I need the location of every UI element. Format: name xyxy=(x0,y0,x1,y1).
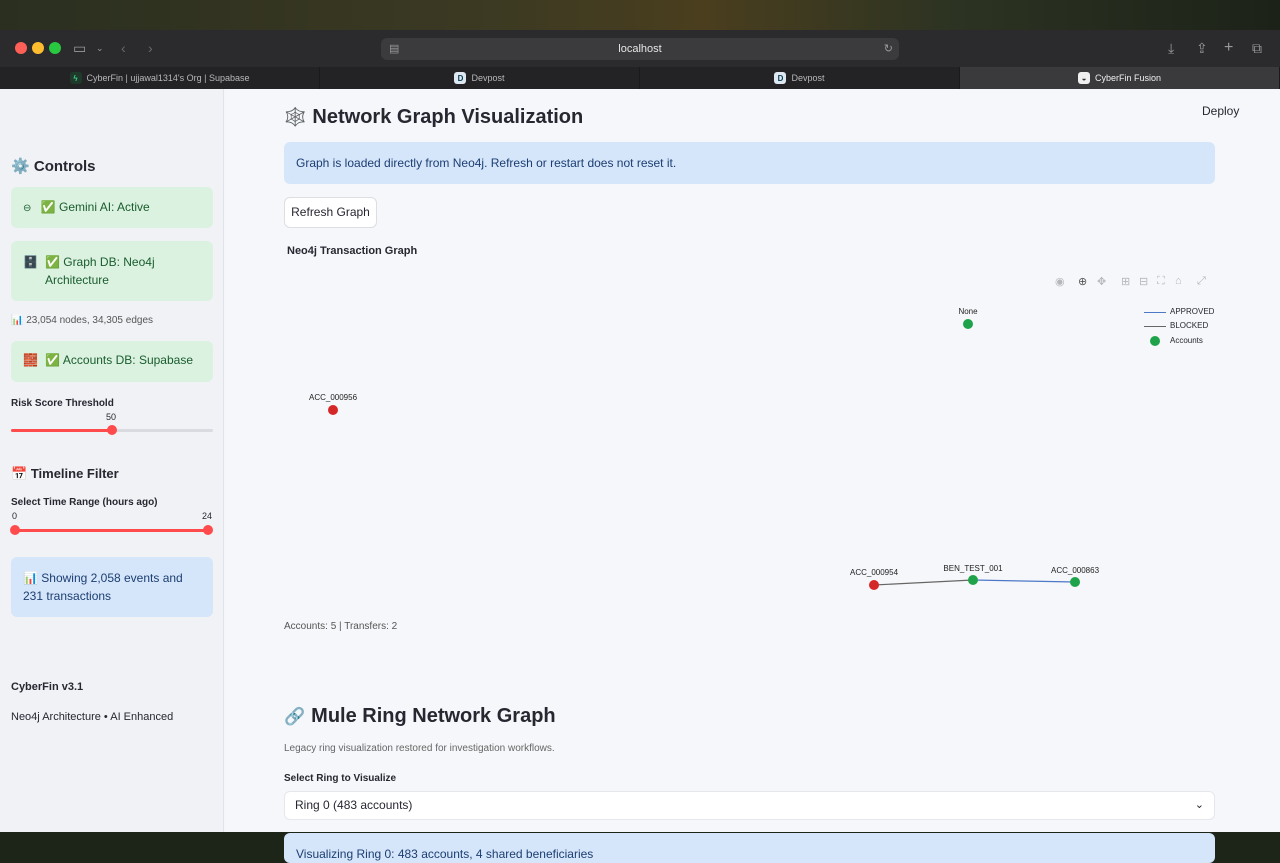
visualizing-alert xyxy=(284,833,1215,863)
tab-label: Devpost xyxy=(471,73,505,83)
mule-ring-title-text: Mule Ring Network Graph xyxy=(311,705,556,727)
node-label: BEN_TEST_001 xyxy=(943,564,1003,573)
refresh-graph-button[interactable]: Refresh Graph xyxy=(284,197,377,228)
address-bar[interactable] xyxy=(381,38,899,60)
info-alert-text: Graph is loaded directly from Neo4j. Refresh or restart does not reset it. xyxy=(296,156,677,170)
mule-ring-caption: Legacy ring visualization restored for investigation workflows. xyxy=(284,743,555,754)
desktop-wallpaper xyxy=(0,0,1280,30)
timeline-title: Timeline Filter xyxy=(30,466,119,481)
ring-select-label: Select Ring to Visualize xyxy=(284,773,397,784)
network-title: Network Graph Visualization xyxy=(312,106,584,128)
browser-window xyxy=(0,30,1280,861)
bar-chart-icon: 📊 xyxy=(11,315,24,326)
legend-approved[interactable]: APPROVED xyxy=(1170,307,1215,316)
tab-supabase[interactable] xyxy=(0,67,320,89)
time-max-value: 24 xyxy=(202,511,213,521)
slider-handle[interactable] xyxy=(107,425,117,435)
node-acc-000863[interactable] xyxy=(1070,577,1080,587)
file-cabinet-icon: 🗄️ xyxy=(23,255,38,269)
tab-overview-icon[interactable]: ⧉ xyxy=(1252,40,1262,56)
tab-label: CyberFin | ujjawal1314's Org | Supabase xyxy=(86,73,250,83)
timeline-heading xyxy=(11,466,119,482)
graph-db-status-text: ✅ Graph DB: Neo4j Architecture xyxy=(44,255,155,287)
spider-web-icon: 🕸️ xyxy=(284,107,307,127)
controls-title: Controls xyxy=(33,158,96,175)
accounts-db-status-box xyxy=(11,341,213,382)
edge-blocked xyxy=(874,580,973,585)
node-none[interactable] xyxy=(963,319,973,329)
node-label: None xyxy=(958,307,978,316)
pan-icon[interactable]: ✥ xyxy=(1097,276,1107,288)
node-ben-test-001[interactable] xyxy=(968,575,978,585)
home-icon[interactable]: ⌂ xyxy=(1175,275,1182,287)
camera-icon[interactable]: ◉ xyxy=(1055,276,1065,288)
graph-db-status-box xyxy=(11,241,213,301)
new-tab-icon[interactable]: + xyxy=(1224,39,1234,56)
sidebar-toggle-icon[interactable]: ▭ xyxy=(73,40,87,56)
robot-icon: ⊖ xyxy=(23,203,32,214)
chevron-down-icon[interactable]: ⌄ xyxy=(96,43,104,53)
zoom-out-icon[interactable]: ⊟ xyxy=(1139,276,1149,288)
gemini-status-text: ✅ Gemini AI: Active xyxy=(40,200,150,214)
footer-text: Neo4j Architecture • AI Enhanced xyxy=(11,711,174,723)
graph-counts: Accounts: 5 | Transfers: 2 xyxy=(284,621,398,632)
ring-select-value: Ring 0 (483 accounts) xyxy=(295,798,413,812)
tab-devpost-1[interactable] xyxy=(320,67,640,89)
slider-fill xyxy=(11,429,112,432)
risk-threshold-label: Risk Score Threshold xyxy=(11,398,114,409)
close-window-button[interactable] xyxy=(15,42,27,54)
visualizing-alert-text: Visualizing Ring 0: 483 accounts, 4 shared beneficiaries xyxy=(296,847,594,861)
forward-icon[interactable]: › xyxy=(148,40,153,56)
ring-select[interactable] xyxy=(284,791,1215,820)
chevron-down-icon: ⌄ xyxy=(1194,799,1204,811)
download-icon[interactable]: ⤓ xyxy=(1168,40,1175,56)
node-label: ACC_000956 xyxy=(308,393,358,402)
link-icon: 🔗 xyxy=(284,706,306,726)
node-acc-000956[interactable] xyxy=(328,405,338,415)
time-range-label: Select Time Range (hours ago) xyxy=(11,497,158,508)
slider-handle-min[interactable] xyxy=(10,525,20,535)
zoom-icon[interactable]: ⊕ xyxy=(1078,276,1088,288)
version-label: CyberFin v3.1 xyxy=(11,681,84,693)
risk-threshold-value: 50 xyxy=(106,412,117,422)
supabase-icon: ϟ xyxy=(70,72,82,84)
streamlit-icon: ◒ xyxy=(1078,72,1090,84)
app-sidebar xyxy=(0,89,224,832)
graph-stats xyxy=(11,315,153,326)
fullscreen-icon[interactable]: ⤢ xyxy=(1197,275,1206,287)
legend-accounts[interactable]: Accounts xyxy=(1170,336,1203,345)
slider-handle-max[interactable] xyxy=(203,525,213,535)
browser-toolbar xyxy=(0,30,1280,67)
zoom-in-icon[interactable]: ⊞ xyxy=(1121,276,1131,288)
showing-summary-box xyxy=(11,557,213,617)
back-icon[interactable]: ‹ xyxy=(121,40,126,56)
autoscale-icon[interactable]: ⛶ xyxy=(1157,275,1165,287)
gemini-status-box xyxy=(11,187,213,228)
deploy-button[interactable]: Deploy xyxy=(1202,104,1240,118)
accounts-db-status-text: ✅ Accounts DB: Supabase xyxy=(45,353,193,367)
slider-fill xyxy=(15,529,208,532)
main-content xyxy=(225,89,1280,861)
legend-blocked[interactable]: BLOCKED xyxy=(1170,321,1209,330)
zoom-window-button[interactable] xyxy=(49,42,61,54)
mule-ring-title xyxy=(284,705,556,728)
tab-devpost-2[interactable] xyxy=(640,67,960,89)
bricks-icon: 🧱 xyxy=(23,353,38,367)
minimize-window-button[interactable] xyxy=(32,42,44,54)
controls-heading xyxy=(11,157,96,175)
devpost-icon: D xyxy=(774,72,786,84)
edge-approved xyxy=(973,580,1075,582)
node-label: ACC_000954 xyxy=(849,568,899,577)
node-acc-000954[interactable] xyxy=(869,580,879,590)
share-icon[interactable]: ⇪ xyxy=(1196,40,1208,56)
devpost-icon: D xyxy=(454,72,466,84)
gear-icon: ⚙️ xyxy=(11,158,30,175)
page-settings-icon[interactable]: ▤ xyxy=(389,43,400,55)
reload-icon[interactable]: ↻ xyxy=(883,43,893,55)
url-text: localhost xyxy=(618,43,662,55)
tab-label: CyberFin Fusion xyxy=(1094,73,1162,83)
tab-label: Devpost xyxy=(791,73,825,83)
tab-cyberfin-fusion[interactable] xyxy=(960,67,1280,89)
node-label: ACC_000863 xyxy=(1050,566,1100,575)
graph-title: Neo4j Transaction Graph xyxy=(287,245,418,257)
tab-bar xyxy=(0,67,1280,89)
calendar-icon: 📅 xyxy=(11,466,28,481)
graph-stats-text: 23,054 nodes, 34,305 edges xyxy=(26,315,154,326)
time-min-value: 0 xyxy=(12,511,18,521)
showing-summary-text: 📊 Showing 2,058 events and 231 transactions xyxy=(23,571,183,603)
